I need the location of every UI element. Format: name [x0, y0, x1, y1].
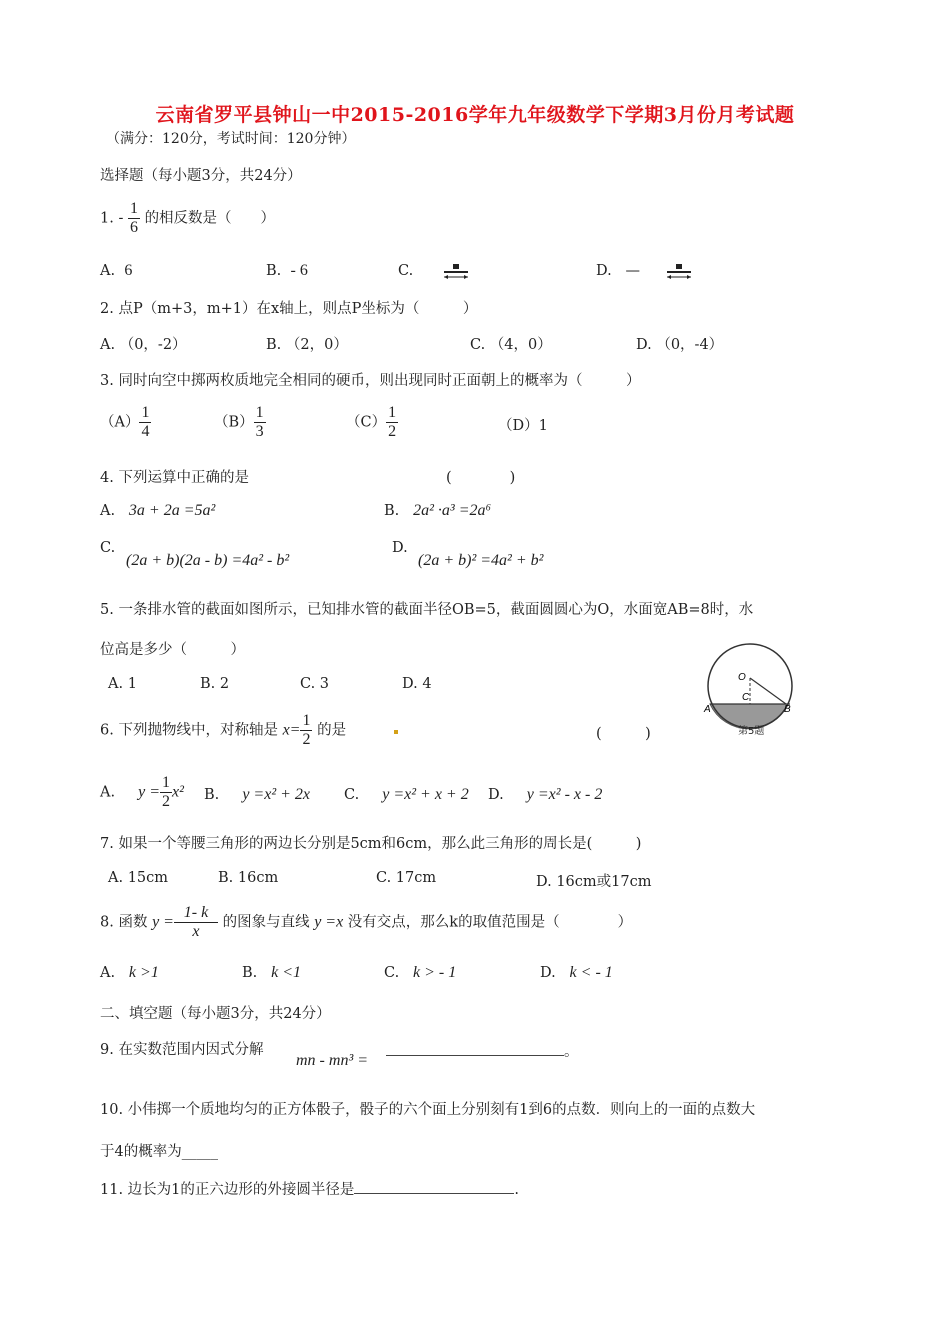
question-11: 11. 边长为1的正六边形的外接圆半径是 .	[100, 1182, 520, 1198]
question-8: 8. 函数 y = $\frac{1- k}{x}$ 的图象与直线 y =x 没有交点，那么k的取值范围是（ ）	[100, 904, 633, 940]
q6-option-c: C. y =x² + x + 2	[344, 786, 469, 803]
stray-dot	[394, 730, 398, 734]
q1-stem-suffix: 的相反数是（ ）	[144, 210, 276, 227]
question-5-line-1: 5. 一条排水管的截面如图所示，已知排水管的截面半径OB=5，截面圆圆心为O，水面宽AB=8时，水	[100, 602, 754, 618]
q1-fraction: $\frac{1}{6}$	[129, 200, 138, 236]
question-5-line-2: 位高是多少（ ）	[100, 642, 245, 658]
q2-option-c: C. （4，0）	[470, 337, 552, 353]
q8-option-a: A. k >1	[100, 964, 159, 981]
q4-option-a: A. 3a + 2a =5a²	[100, 502, 216, 519]
point-a-label: A	[704, 704, 711, 715]
q1-option-c: C.	[398, 262, 472, 280]
question-3: 3. 同时向空中掷两枚质地完全相同的硬币，则出现同时正面朝上的概率为（ ）	[100, 373, 641, 389]
fraction-glyph-icon	[663, 262, 695, 280]
q2-option-b: B. （2，0）	[266, 337, 348, 353]
point-c-label: C	[742, 692, 750, 703]
exam-info: （满分：120分，考试时间：120分钟）	[106, 131, 356, 147]
q7-option-c: C. 17cm	[376, 870, 437, 886]
q4-option-d: (2a + b)² =4a² + b²	[418, 552, 544, 569]
q2-option-a: A. （0，-2）	[100, 337, 187, 353]
q7-option-b: B. 16cm	[218, 870, 279, 886]
q4-option-c-label: C.	[100, 540, 116, 556]
q1-option-b: B. - 6	[266, 262, 308, 279]
q3-option-d: （D）1	[498, 418, 548, 434]
q1-option-d: D. —	[596, 262, 695, 280]
q4-option-c: (2a + b)(2a - b) =4a² - b²	[126, 552, 290, 569]
q9-expression: mn - mn³ =	[296, 1052, 369, 1069]
page-title: 云南省罗平县钟山一中2015-2016学年九年级数学下学期3月份月考试题	[155, 104, 795, 126]
q4-option-d-label: D.	[392, 540, 408, 556]
q4-answer-paren: ( )	[446, 470, 516, 486]
q2-option-d: D. （0，-4）	[636, 337, 724, 353]
question-4: 4. 下列运算中正确的是	[100, 470, 249, 486]
q5-option-b: B. 2	[200, 676, 230, 692]
question-10-line-2: 于4的概率为_____	[100, 1144, 218, 1160]
point-o-label: O	[738, 672, 746, 683]
q7-option-d: D. 16cm或17cm	[536, 874, 652, 890]
question-1	[100, 200, 275, 237]
q6-answer-paren: ( )	[596, 726, 651, 742]
q7-option-a: A. 15cm	[108, 870, 169, 886]
question-10-line-1: 10. 小伟掷一个质地均匀的正方体骰子，骰子的六个面上分别刻有1到6的点数．则向上的一面的点数大	[100, 1102, 756, 1118]
q6-option-d: D. y =x² - x - 2	[488, 786, 603, 803]
q6-option-b: B. y =x² + 2x	[204, 786, 311, 803]
q1-option-a: A. 6	[100, 262, 133, 279]
q3-option-a: （A） $\frac{1}{4}$	[100, 404, 150, 440]
question-7: 7. 如果一个等腰三角形的两边长分别是5cm和6cm，那么此三角形的周长是( )	[100, 836, 642, 852]
q6-option-a: A. y = $\frac{1}{2}$ x²	[100, 774, 184, 810]
fraction-glyph-icon	[440, 262, 472, 280]
q1-stem-prefix: 1. -	[100, 210, 124, 227]
question-2: 2. 点P（m+3，m+1）在x轴上，则点P坐标为（ ）	[100, 301, 478, 317]
q9-answer-blank: 。	[386, 1040, 579, 1061]
figure-caption: 第5题	[738, 726, 765, 737]
q5-option-d: D. 4	[402, 676, 432, 692]
section-heading-fill-in: 二、填空题（每小题3分，共24分）	[100, 1006, 331, 1022]
q8-option-b: B. k <1	[242, 964, 301, 981]
q4-option-b: B. 2a² ·a³ =2a⁶	[384, 502, 492, 519]
section-heading-choice: 选择题（每小题3分，共24分）	[100, 168, 302, 184]
point-b-label: B	[784, 704, 791, 715]
q3-option-b: （B） $\frac{1}{3}$	[214, 404, 264, 440]
q5-option-c: C. 3	[300, 676, 330, 692]
question-6: 6. 下列抛物线中，对称轴是 x= $\frac{1}{2}$ 的是	[100, 712, 347, 748]
q3-option-c: （C） $\frac{1}{2}$	[346, 404, 397, 440]
q5-option-a: A. 1	[108, 676, 137, 692]
q8-option-c: C. k > - 1	[384, 964, 457, 981]
q8-option-d: D. k < - 1	[540, 964, 613, 981]
question-9: 9. 在实数范围内因式分解	[100, 1042, 264, 1058]
